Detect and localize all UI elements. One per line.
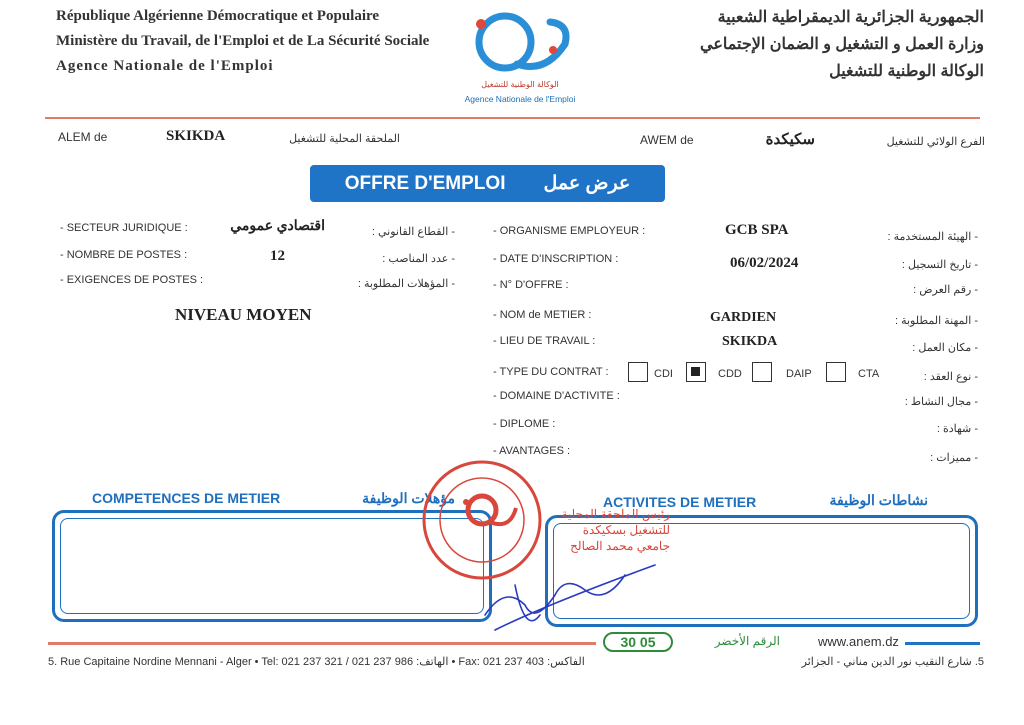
green-number: 30 05 xyxy=(620,634,656,650)
stamp-line-3: جامعي محمد الصالح xyxy=(570,539,670,553)
header-ar-line-2: وزارة العمل و التشغيل و الضمان الإجتماعي xyxy=(700,36,984,53)
logo-caption-fr: Agence Nationale de l'Emploi xyxy=(464,94,576,104)
banner-title-ar: عرض عمل xyxy=(543,173,631,194)
offre-label: - N° D'OFFRE : xyxy=(493,279,569,291)
domaine-ar-label: - مجال النشاط : xyxy=(904,396,978,408)
activites-title-ar: نشاطات الوظيفة xyxy=(829,492,928,508)
stamp-line-2: للتشغيل بسكيكدة xyxy=(582,523,670,537)
activites-title-fr: ACTIVITES DE METIER xyxy=(603,494,757,510)
exigences-label: - EXIGENCES DE POSTES : xyxy=(60,274,204,286)
diplome-ar-label: - شهادة : xyxy=(936,423,978,435)
checkbox-cta[interactable] xyxy=(826,362,846,382)
contrat-label: - TYPE DU CONTRAT : xyxy=(493,366,609,378)
exigences-ar-label: - المؤهلات المطلوبة : xyxy=(357,278,455,290)
organisme-ar-label: - الهيئة المستخدمة : xyxy=(887,231,978,243)
secteur-value: اقتصادي عمومي xyxy=(230,219,325,234)
organisme-value: GCB SPA xyxy=(725,222,789,238)
footer-divider-left xyxy=(48,642,596,645)
logo-caption-ar: الوكالة الوطنية للتشغيل xyxy=(481,80,559,89)
alem-label: ALEM de xyxy=(58,130,108,144)
footer-divider-right xyxy=(905,642,980,645)
checkbox-daip[interactable] xyxy=(752,362,772,382)
checkbox-cdd[interactable] xyxy=(686,362,706,382)
date-value: 06/02/2024 xyxy=(730,255,799,271)
secteur-label: - SECTEUR JURIDIQUE : xyxy=(60,222,188,234)
metier-value: GARDIEN xyxy=(710,310,777,325)
website[interactable]: www.anem.dz xyxy=(818,634,899,649)
checkbox-cdi[interactable] xyxy=(628,362,648,382)
lieu-ar-label: - مكان العمل : xyxy=(912,342,978,354)
footer-address-fr: 5. Rue Capitaine Nordine Mennani - Alger • Tel: 021 237 321 / 021 237 986 :الهاتف • Fax: 021 237 403 :الفاكس xyxy=(48,656,585,668)
competences-title-fr: COMPETENCES DE METIER xyxy=(92,490,281,506)
header-french xyxy=(56,4,429,79)
avantages-label: - AVANTAGES : xyxy=(493,445,571,457)
header-ar-line-3: الوكالة الوطنية للتشغيل xyxy=(829,63,984,80)
contrat-ar-label: - نوع العقد : xyxy=(923,371,978,383)
postes-value: 12 xyxy=(270,248,285,264)
metier-ar-label: - المهنة المطلوبة : xyxy=(894,315,978,327)
competences-title-ar: مؤهلات الوظيفة xyxy=(362,490,455,506)
header-divider xyxy=(45,117,980,119)
header-fr-line-2: Ministère du Travail, de l'Emploi et de La Sécurité Sociale xyxy=(56,33,430,49)
alem-ar-label: الملحقة المحلية للتشغيل xyxy=(289,133,400,145)
organisme-label: - ORGANISME EMPLOYEUR : xyxy=(493,225,646,237)
footer-address-ar: 5. شارع النقيب نور الدين مناني - الجزائر xyxy=(801,656,984,668)
banner-title-fr: OFFRE D'EMPLOI xyxy=(344,172,506,194)
header-fr-line-1: République Algérienne Démocratique et Populaire xyxy=(56,8,380,24)
avantages-ar-label: - مميزات : xyxy=(930,452,978,464)
secteur-ar-label: - القطاع القانوني : xyxy=(371,226,455,238)
option-daip: DAIP xyxy=(786,368,812,380)
green-number-badge xyxy=(603,632,673,652)
postes-ar-label: - عدد المناصب : xyxy=(382,253,455,265)
awem-label: AWEM de xyxy=(640,133,694,147)
postes-label: - NOMBRE DE POSTES : xyxy=(60,249,188,261)
signature-scribble xyxy=(465,545,665,645)
stamp-line-1: رئيس الملحقة المحلية xyxy=(561,507,670,521)
option-cta: CTA xyxy=(858,368,880,380)
alem-value: SKIKDA xyxy=(166,128,226,144)
awem-value: سكيكدة xyxy=(765,132,815,148)
diplome-label: - DIPLOME : xyxy=(493,418,556,430)
offre-emploi-banner xyxy=(310,165,665,202)
green-number-label: الرقم الأخضر xyxy=(714,634,780,648)
header-arabic xyxy=(700,4,984,85)
option-cdi: CDI xyxy=(654,368,673,380)
metier-label: - NOM de METIER : xyxy=(493,309,592,321)
date-label: - DATE D'INSCRIPTION : xyxy=(493,253,619,265)
date-ar-label: - تاريخ التسجيل : xyxy=(901,259,978,271)
lieu-label: - LIEU DE TRAVAIL : xyxy=(493,335,596,347)
option-cdd: CDD xyxy=(718,368,742,380)
header-ar-line-1: الجمهورية الجزائرية الديمقراطية الشعبية xyxy=(717,9,984,26)
awem-ar-label: الفرع الولائي للتشغيل xyxy=(886,136,985,148)
offre-ar-label: - رقم العرض : xyxy=(913,284,978,296)
domaine-label: - DOMAINE D'ACTIVITE : xyxy=(493,390,620,402)
anem-logo xyxy=(455,4,585,108)
lieu-value: SKIKDA xyxy=(722,334,778,349)
exigences-value: NIVEAU MOYEN xyxy=(175,305,312,324)
header-fr-line-3: Agence Nationale de l'Emploi xyxy=(56,58,274,74)
